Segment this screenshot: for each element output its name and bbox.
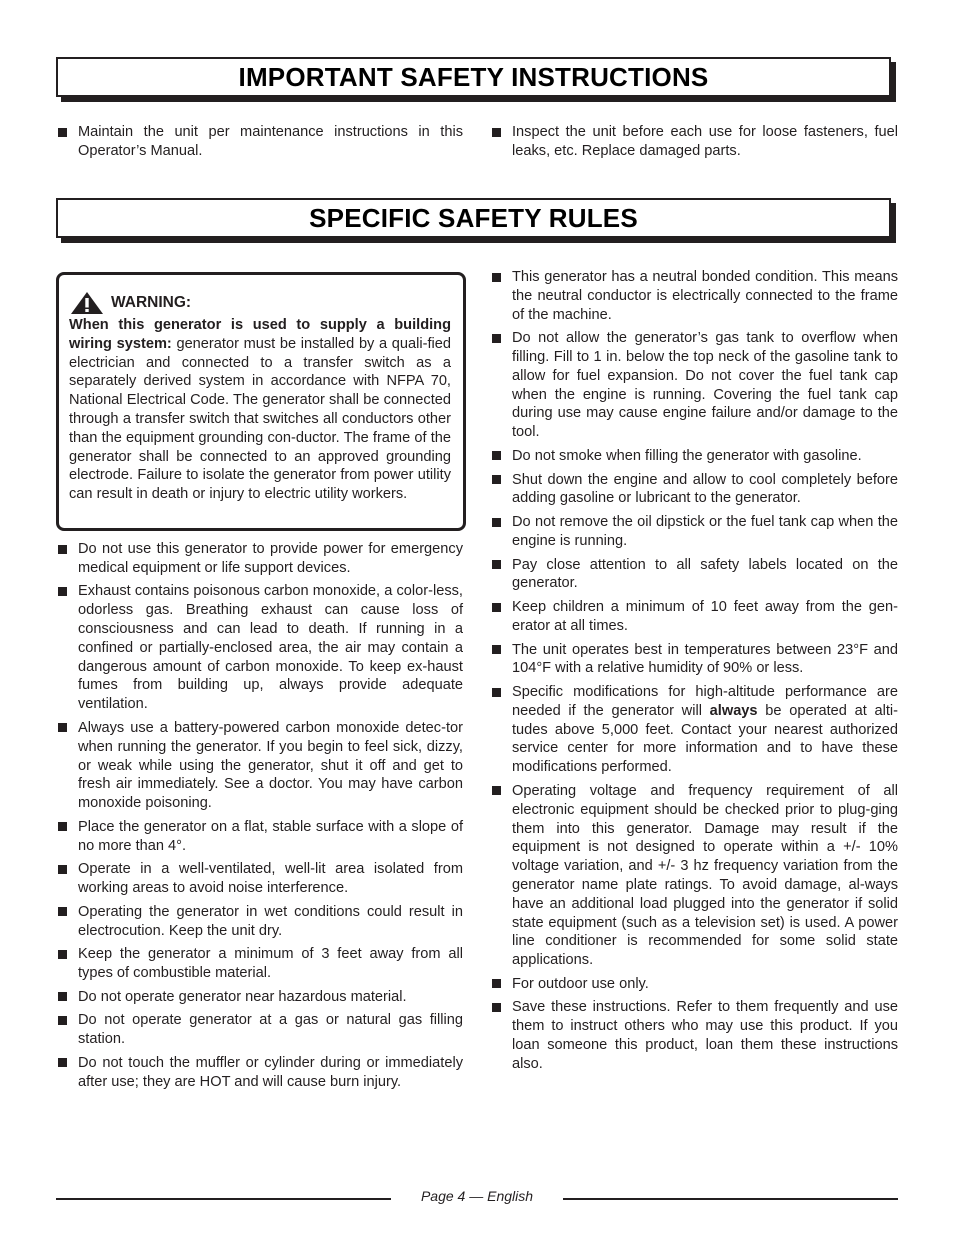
list-item-text: Keep the generator a minimum of 3 feet away from all types of combustible material. [78,946,463,982]
list-item-text: Specific modifications for high-altitude performance are needed if the generator will [512,684,898,719]
bullet-square-icon [58,545,67,554]
bullet-square-icon [492,273,501,282]
bullet-square-icon [58,822,67,831]
bullet-square-icon [492,451,501,460]
list-item-text: Place the generator on a flat, stable surface with a slope of no more than 4°. [78,818,463,854]
bullet-square-icon [492,979,501,988]
list-item-text: Shut down the engine and allow to cool completely before adding gasoline or lubricant to the generator. [512,471,898,507]
warning-box [56,272,466,531]
bullet-square-icon [58,723,67,732]
emphasis-text: always [709,702,758,719]
bullet-square-icon [58,992,67,1001]
list-item-text: Do not smoke when filling the generator with gasoline. [512,447,862,464]
list-item-text: Do not operate generator near hazardous material. [78,988,407,1005]
footer-rule-left [56,1198,391,1200]
bullet-square-icon [492,1003,501,1012]
bullet-square-icon [58,865,67,874]
section-title: SPECIFIC SAFETY RULES [309,202,638,233]
list-item-text: Exhaust contains poisonous carbon monoxide, a color-less, odorless gas. Breathing exhaust can cause loss of consciousness and can lead to death. If running in a confined or partially-enclosed area, the air may contain a dangerous amount of carbon monoxide. To keep ex-haust fumes from building up, always provide adequate ventilation. [78,583,463,713]
bullet-square-icon [492,786,501,795]
list-item [57,719,463,813]
bullet-square-icon [492,334,501,343]
list-item-text: Do not operate generator at a gas or natural gas filling station. [78,1012,463,1048]
list-item [491,447,898,466]
list-item-text: Save these instructions. Refer to them frequently and use them to instruct others who may use this product. If you loan someone this product, loan them these instructions also. [512,999,898,1072]
list-item-text: Keep children a minimum of 10 feet away from the gen-erator at all times. [512,599,898,634]
left-column [57,540,463,1096]
page-title: IMPORTANT SAFETY INSTRUCTIONS [238,61,709,92]
top-right-bullet-list [491,123,898,161]
list-item [491,782,898,970]
top-left-bullet-list [57,123,463,161]
list-item [57,818,463,856]
bullet-square-icon [58,1058,67,1067]
warning-text [69,316,451,504]
bullet-square-icon [492,645,501,654]
list-item [491,268,898,324]
list-item [491,123,898,161]
right-column [491,268,898,1079]
list-item-text: Inspect the unit before each use for loose fasteners, fuel leaks, etc. Replace damaged parts. [512,124,898,159]
section-banner [56,198,891,238]
list-item-text: This generator has a neutral bonded condition. This means the neutral conductor is electrically connected to the frame of the machine. [512,269,898,323]
list-item-text: Operating the generator in wet conditions could result in electrocution. Keep the unit dry. [78,903,463,939]
warning-body-text: generator must be installed by a quali-fied electrician and connected to a transfer switch as a separately derived system in accordance with NFPA 70, National Electrical Code. The generator shall be connected through a transfer switch that switches all conductors other than the equipment grounding con-ductor. The frame of the generator shall be connected to an approved grounding electrode. Failure to isolate the generator from power utility can result in death or injury to electric utility workers. [69,335,452,503]
list-item [57,1054,463,1092]
top-right-column [491,123,898,165]
warning-header [69,291,451,315]
list-item [57,903,463,941]
bullet-square-icon [58,587,67,596]
list-item [491,471,898,509]
list-item [491,556,898,594]
bullet-square-icon [58,907,67,916]
list-item [57,860,463,898]
bullet-square-icon [492,128,501,137]
warning-bold-lead: When this generator is used to supply a building wiring system: [69,317,451,352]
bullet-square-icon [492,518,501,527]
list-item [57,582,463,714]
list-item [491,683,898,777]
list-item-text: For outdoor use only. [512,975,649,992]
list-item [491,641,898,679]
list-item-text: be operated at alti-tudes above 5,000 feet. Contact your nearest authorized service center for more information and to have these modifications performed. [512,702,898,776]
footer-rule-right [563,1198,898,1200]
bullet-square-icon [58,950,67,959]
list-item-text: Do not touch the muffler or cylinder during or immediately after use; they are HOT and will cause burn injury. [78,1054,463,1090]
list-item-text: Do not allow the generator’s gas tank to overflow when filling. Fill to 1 in. below the top neck of the gasoline tank to allow for fuel expansion. Do not cover the fuel tank cap when the engine is running. Covering the fuel tank cap during use may cause engine failure and/or damage to the tool. [512,330,898,441]
list-item [57,123,463,161]
list-item-text: Operate in a well-ventilated, well-lit area isolated from working areas to avoid noise interference. [78,861,463,897]
bullet-square-icon [492,688,501,697]
header-banner [56,57,891,97]
top-left-column [57,123,463,165]
bullet-square-icon [492,560,501,569]
bullet-square-icon [492,603,501,612]
list-item [491,329,898,442]
list-item [491,998,898,1073]
list-item [491,975,898,994]
list-item [57,945,463,983]
list-item-text: Maintain the unit per maintenance instructions in this Operator’s Manual. [78,124,463,159]
list-item-text: Do not remove the oil dipstick or the fuel tank cap when the engine is running. [512,514,898,549]
left-bullet-list [57,540,463,1092]
list-item-text: Operating voltage and frequency requirement of all electronic equipment should be checked prior to plug-ging them into this generator. Damage may result if the equipment is not designed to operate within a +/- 10% voltage variation, and +/- 3 hz frequency variation from the generator name plate ratings. To avoid damage, al-ways have an additional load plugged into the generator if solid state equipment (such as a television set) is used. A power line conditioner is recommended for some solid state applications. [512,782,898,969]
bullet-square-icon [58,128,67,137]
warning-triangle-icon [69,291,105,315]
bullet-square-icon [58,1016,67,1025]
warning-title: WARNING: [111,293,192,311]
page-footer: Page 4 — English [420,1188,534,1204]
right-bullet-list [491,268,898,1074]
list-item [491,513,898,551]
list-item-text: Do not use this generator to provide power for emergency medical equipment or life support devices. [78,541,463,576]
list-item [57,1011,463,1049]
bullet-square-icon [492,475,501,484]
list-item [57,988,463,1007]
list-item [57,540,463,578]
list-item-text: Pay close attention to all safety labels located on the generator. [512,556,898,592]
list-item-text: The unit operates best in temperatures between 23°F and 104°F with a relative humidity of 90% or less. [512,641,898,677]
list-item [491,598,898,636]
list-item-text: Always use a battery-powered carbon monoxide detec-tor when running the generator. If you begin to feel sick, dizzy, or weak while using the generator, shut it off and get to fresh air immediately. See a doctor. You may have carbon monoxide poisoning. [78,719,463,812]
